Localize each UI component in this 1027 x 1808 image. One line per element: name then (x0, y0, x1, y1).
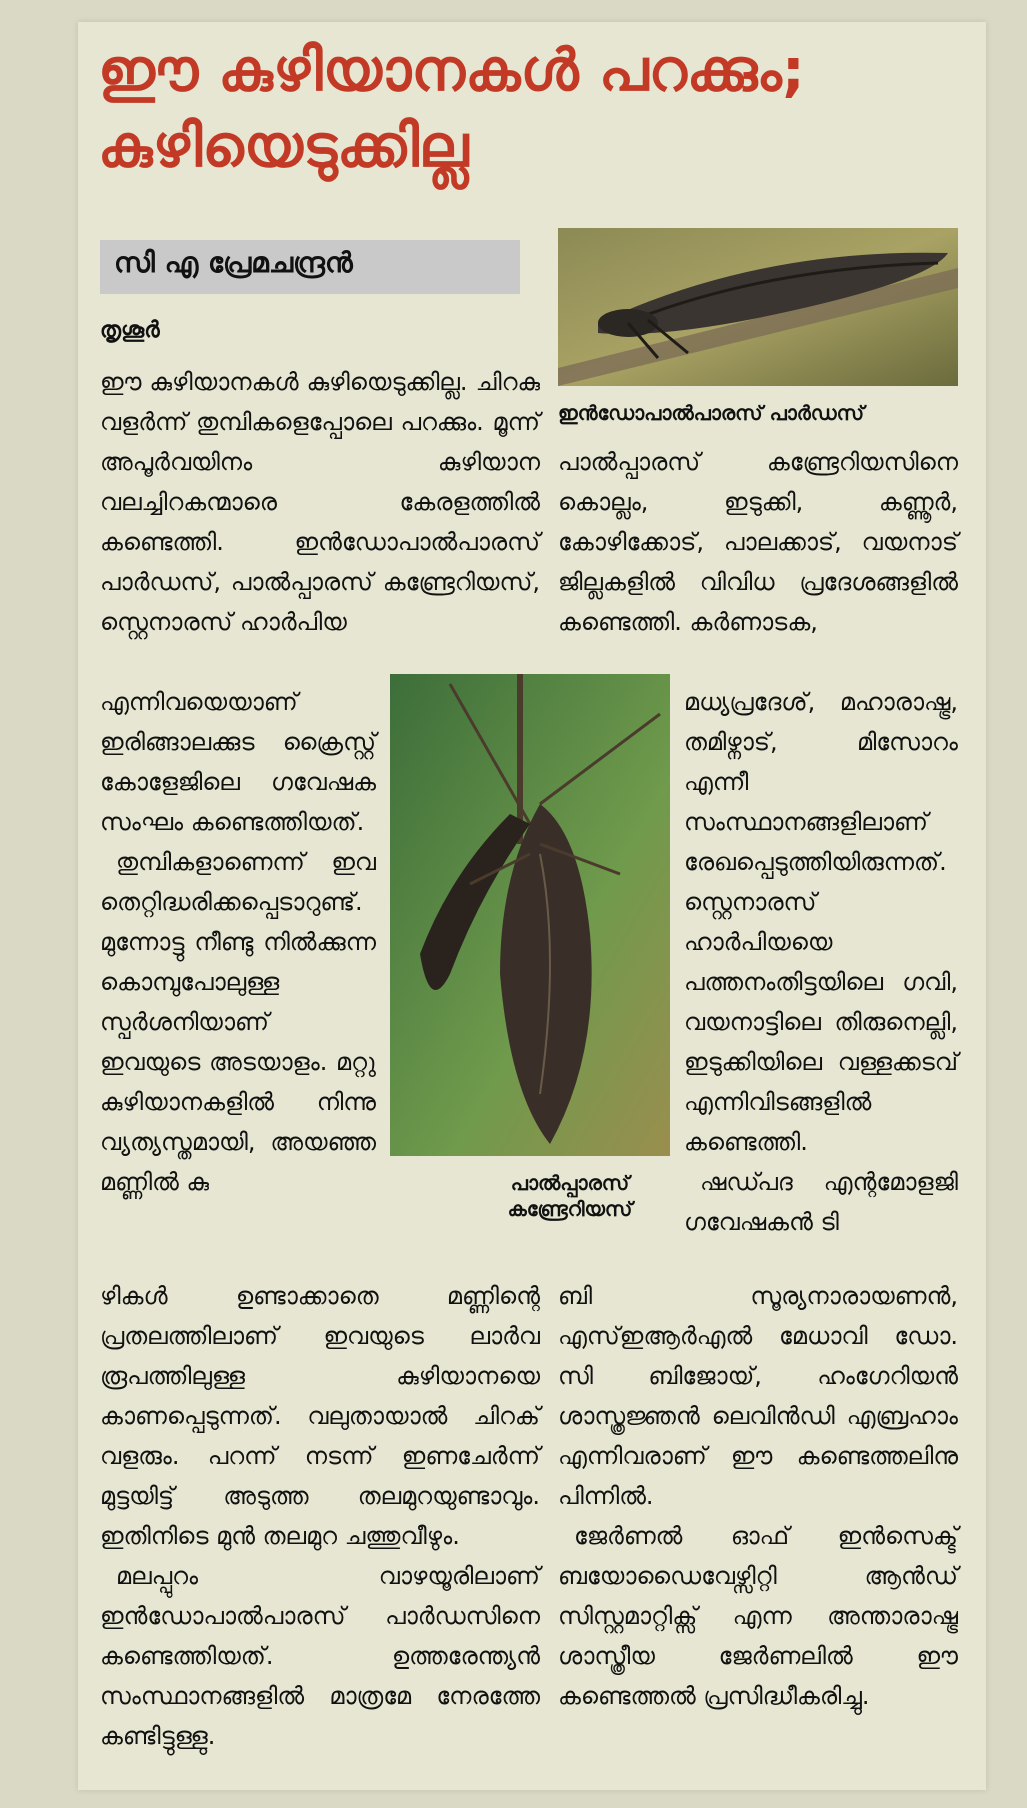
right-column-narrow (684, 682, 958, 1242)
right-column-top (558, 442, 958, 642)
right-column-bottom (558, 1276, 958, 1716)
paragraph: ജേർണൽ ഓഫ് ഇൻസെക്ട് ബയോഡൈവേഴ്സിറ്റി ആൻഡ് സിസ്റ്റമാറ്റിക്സ് എന്ന അന്താരാഷ്ട്ര ശാസ്ത്രീയ ജേർണലിൽ ഈ കണ്ടെത്തൽ പ്രസിദ്ധീകരിച്ചു. (558, 1522, 958, 1710)
headline-line-2: കുഴിയെടുക്കില്ല (98, 112, 469, 180)
photo-caption-mid (490, 1170, 650, 1222)
paragraph: തുമ്പികളാണെന്ന് ഇവ തെറ്റിദ്ധരിക്കപ്പെടാറുണ്ട്. മുന്നോട്ടു നീണ്ടു നിൽക്കുന്ന കൊമ്പുപോലുള്ള സ്പർശനിയാണ് ഇവയുടെ അടയാളം. മറ്റു കുഴിയാനകളിൽ നിന്നു വ്യത്യസ്തമായി, അയഞ്ഞ മണ്ണിൽ കു (100, 848, 376, 1196)
paragraph: പാൽപ്പാരസ് കണ്ട്രേറിയസിനെ കൊല്ലം, ഇടുക്കി, കണ്ണൂർ, കോഴിക്കോട്, പാലക്കാട്, വയനാട് ജില്ലകളിൽ വിവിധ പ്രദേശങ്ങളിൽ കണ്ടെത്തി. കർണാടക, (558, 448, 958, 636)
paragraph: ഷഡ്പദ എന്റമോളജി ഗവേഷകൻ ടി (684, 1168, 958, 1236)
byline: സി എ പ്രേമചന്ദ്രൻ (114, 246, 353, 279)
photo-palpares-contrarius (390, 674, 670, 1156)
left-column-narrow (100, 682, 376, 1202)
paragraph: എന്നിവയെയാണ് ഇരിങ്ങാലക്കുട ക്രൈസ്റ്റ് കോളേജിലെ ഗവേഷക സംഘം കണ്ടെത്തിയത്. (100, 688, 376, 836)
photo-caption-mid-line-2: കണ്ട്രേറിയസ് (507, 1197, 633, 1221)
paragraph: ബി സൂര്യനാരായണൻ, എസ്ഇആർഎൽ മേധാവി ഡോ. സി ബിജോയ്, ഹംഗേറിയൻ ശാസ്ത്രജ്ഞൻ ലെവിൻഡി എബ്രഹാം എന്നിവരാണ് ഈ കണ്ടെത്തലിനു പിന്നിൽ. (558, 1282, 958, 1510)
left-column-top (100, 362, 540, 642)
newspaper-clipping (78, 22, 986, 1790)
photo-caption-mid-line-1: പാൽപ്പാരസ് (510, 1171, 630, 1195)
paragraph: മധ്യപ്രദേശ്, മഹാരാഷ്ട്ര, തമിഴ്നാട്, മിസോറം എന്നീ സംസ്ഥാനങ്ങളിലാണ് രേഖപ്പെടുത്തിയിരുന്നത്. സ്റ്റെനാരസ് ഹാർപിയയെ പത്തനംതിട്ടയിലെ ഗവി, വയനാട്ടിലെ തിരുനെല്ലി, ഇടുക്കിയിലെ വള്ളക്കടവ് എന്നിവിടങ്ങളിൽ കണ്ടെത്തി. (684, 688, 958, 1156)
paragraph: ഴികൾ ഉണ്ടാക്കാതെ മണ്ണിന്റെ പ്രതലത്തിലാണ് ഇവയുടെ ലാർവ രൂപത്തിലുള്ള കുഴിയാനയെ കാണപ്പെടുന്നത്. വലുതായാൽ ചിറക് വളരും. പറന്ന് നടന്ന് ഇണചേർന്ന് മുട്ടയിട്ട് അടുത്ത തലമുറയുണ്ടാവും. ഇതിനിടെ മുൻ തലമുറ ചത്തുവീഴും. (100, 1282, 540, 1550)
paragraph: ഈ കുഴിയാനകൾ കുഴിയെടുക്കില്ല. ചിറകു വളർന്ന് തുമ്പികളെപ്പോലെ പറക്കും. മൂന്ന് അപൂർവയിനം കുഴിയാന വലച്ചിറകന്മാരെ കേരളത്തിൽ കണ്ടെത്തി. ഇൻഡോപാൽപാരസ് പാർഡസ്, പാൽപ്പാരസ് കണ്ട്രേറിയസ്, സ്റ്റെനാരസ് ഹാർപിയ (100, 368, 540, 636)
photo-indopalpares-pardus (558, 228, 958, 386)
paragraph: മലപ്പുറം വാഴയൂരിലാണ് ഇൻഡോപാൽപാരസ് പാർഡസിനെ കണ്ടെത്തിയത്. ഉത്തരേന്ത്യൻ സംസ്ഥാനങ്ങളിൽ മാത്രമേ നേരത്തേ കണ്ടിട്ടുള്ളു. (100, 1562, 540, 1750)
photo-caption-top: ഇൻഡോപാൽപാരസ് പാർഡസ് (558, 401, 865, 425)
left-column-bottom (100, 1276, 540, 1756)
headline (98, 32, 968, 184)
headline-line-1: ഈ കുഴിയാനകൾ പറക്കും; (98, 36, 805, 104)
dateline: തൃശൂർ (100, 318, 160, 343)
